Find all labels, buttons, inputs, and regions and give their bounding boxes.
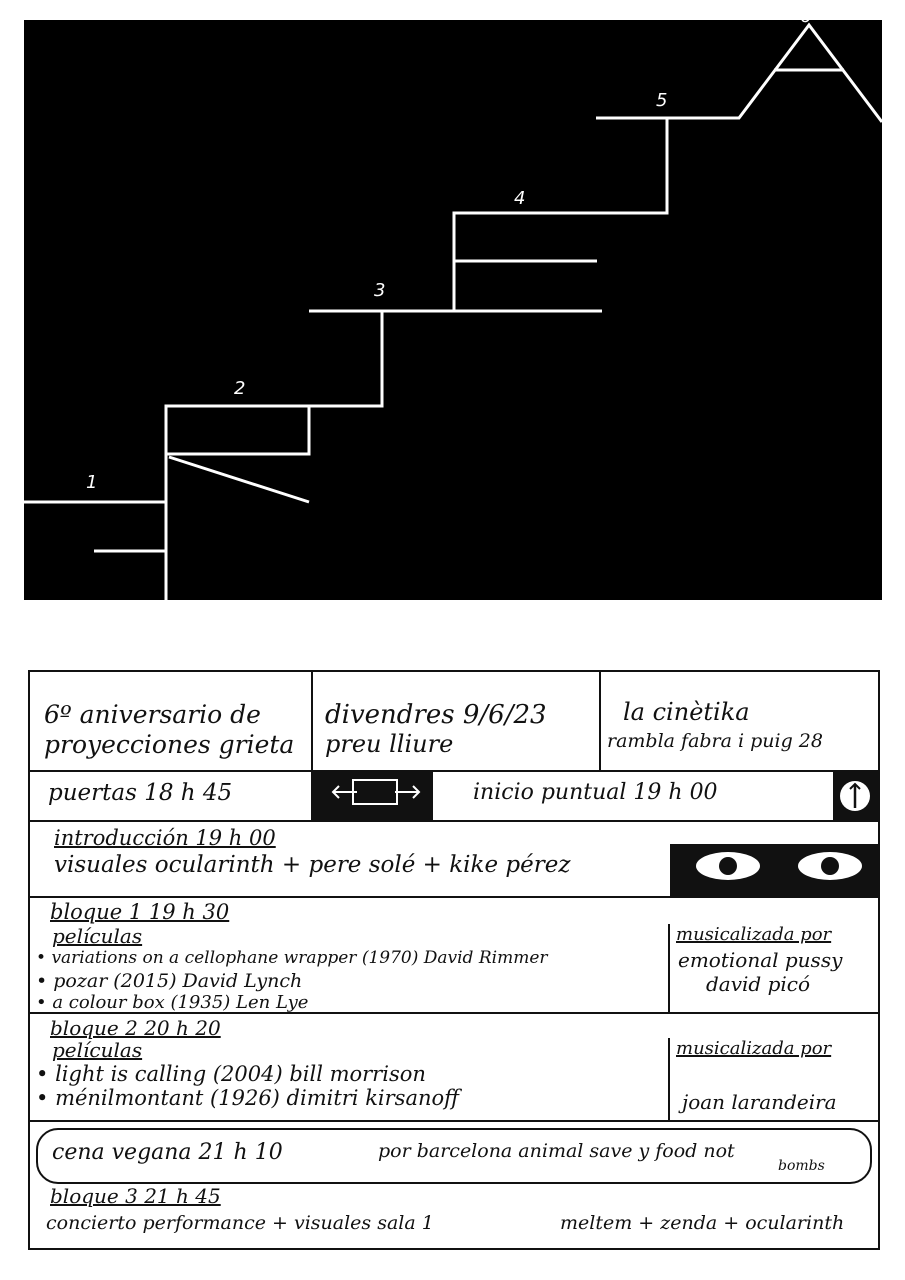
bloque1-title: bloque 1 19 h 30: [50, 900, 230, 924]
start-cell: [433, 772, 833, 820]
step-number: 4: [514, 188, 526, 209]
step-number: 1: [86, 472, 98, 493]
bloque2-films: [30, 1038, 670, 1120]
intro-row: [30, 822, 878, 898]
bloque2-row: [30, 1014, 878, 1122]
venue-cell: [601, 672, 878, 770]
music-artist: emotional pussy: [678, 948, 843, 972]
clock-icon: [833, 772, 878, 820]
film-item: • light is calling (2004) bill morrison: [36, 1062, 426, 1086]
music-label: musicalizada por: [676, 924, 832, 945]
bloque1-row: [30, 898, 878, 1014]
event-subtitle: proyecciones grieta: [44, 730, 295, 759]
bloque2-music: [670, 1038, 878, 1120]
step-number: 2: [234, 378, 246, 399]
intro-text: visuales ocularinth + pere solé + kike pérez: [54, 852, 571, 878]
dinner-organizers-end: bombs: [778, 1158, 825, 1174]
bloque3-artists: meltem + zenda + ocularinth: [560, 1212, 845, 1234]
bloque1-films: [30, 924, 670, 1012]
event-price: preu lliure: [325, 730, 454, 758]
eyes-icon: [670, 844, 878, 896]
event-cell: [30, 672, 313, 770]
films-label: películas: [52, 1038, 143, 1062]
event-title: 6º aniversario de: [44, 700, 261, 729]
date-cell: [313, 672, 601, 770]
schedule-row: [30, 772, 878, 822]
program-table: [28, 670, 880, 1250]
film-item: • variations on a cellophane wrapper (1970) David Rimmer: [36, 948, 548, 968]
bloque3-row: [30, 1184, 878, 1248]
music-label: musicalizada por: [676, 1038, 832, 1059]
start-time: inicio puntual 19 h 00: [473, 780, 718, 805]
step-number: 3: [374, 280, 386, 301]
dinner-text: cena vegana 21 h 10: [52, 1140, 283, 1165]
film-item: • ménilmontant (1926) dimitri kirsanoff: [36, 1086, 459, 1110]
header-row: [30, 672, 878, 772]
bloque3-text: concierto performance + visuales sala 1: [46, 1212, 434, 1234]
staircase-illustration: [24, 6, 882, 600]
bloque3-title: bloque 3 21 h 45: [50, 1184, 221, 1208]
doors-cell: [30, 772, 313, 820]
step-number: 5: [656, 90, 668, 111]
event-date: divendres 9/6/23: [325, 700, 547, 730]
venue-name: la cinètika: [623, 698, 750, 726]
film-item: • a colour box (1935) Len Lye: [36, 992, 308, 1013]
door-arrows-icon: [313, 772, 433, 820]
bloque2-title: bloque 2 20 h 20: [50, 1016, 221, 1040]
step-number: 6: [800, 6, 812, 27]
venue-address: rambla fabra i puig 28: [607, 730, 823, 752]
dinner-banner: [36, 1128, 872, 1184]
dinner-organizers: por barcelona animal save y food not: [378, 1140, 735, 1162]
music-artist: joan larandeira: [682, 1090, 837, 1114]
bloque1-music: [670, 924, 878, 1012]
music-artist: david picó: [706, 972, 811, 996]
film-item: • pozar (2015) David Lynch: [36, 970, 302, 992]
films-label: películas: [52, 924, 143, 948]
intro-title: introducción 19 h 00: [54, 826, 276, 850]
doors-time: puertas 18 h 45: [48, 780, 233, 806]
